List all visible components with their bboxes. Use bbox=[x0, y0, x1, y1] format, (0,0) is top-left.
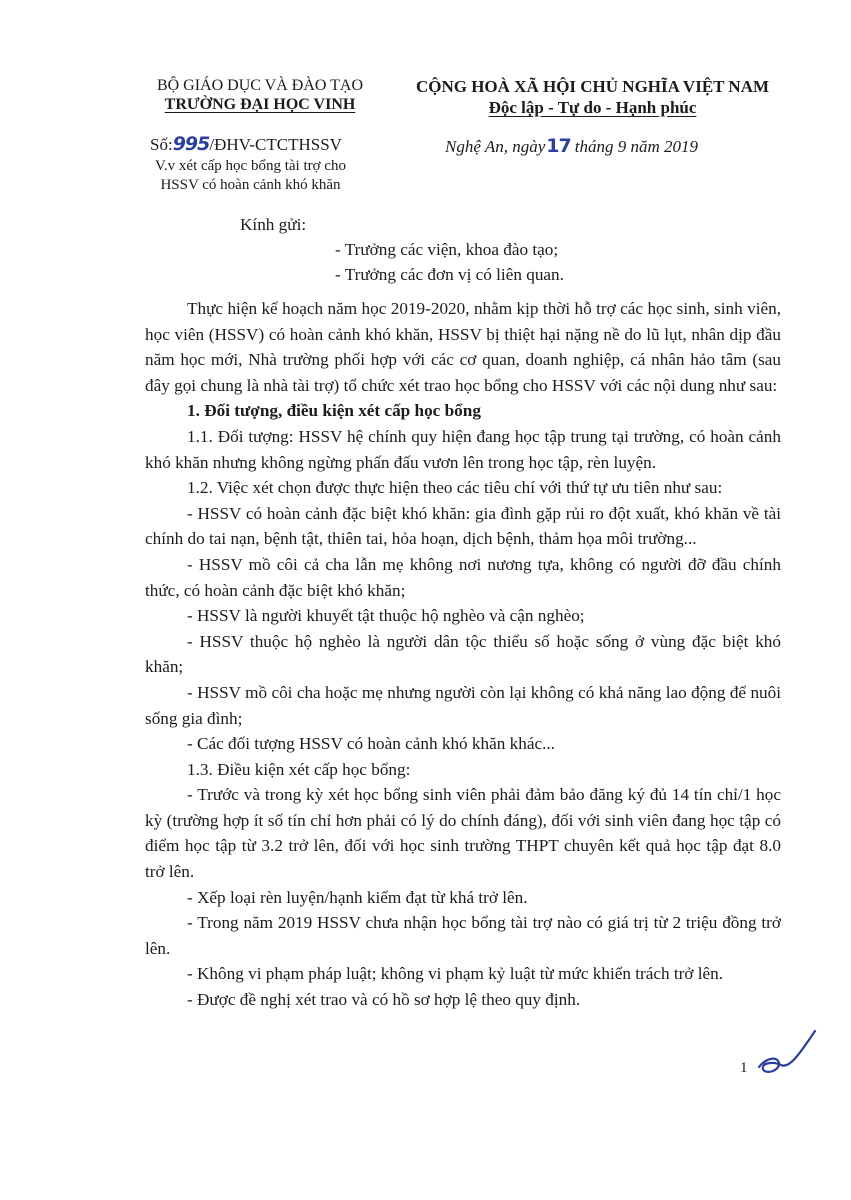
condition-3: - Trong năm 2019 HSSV chưa nhận học bổng tài trợ nào có giá trị từ 2 triệu đồng trở lên. bbox=[145, 913, 781, 958]
greeting: Kính gửi: bbox=[240, 215, 307, 234]
criterion-1: - HSSV có hoàn cảnh đặc biệt khó khăn: gia đình gặp rủi ro đột xuất, khó khăn về tài chính do tai nạn, bệnh tật, thiên tai, hỏa hoạn, dịch bệnh, thảm họa môi trường... bbox=[145, 503, 781, 549]
criterion-4: - HSSV thuộc hộ nghèo là người dân tộc thiểu số hoặc sống ở vùng đặc biệt khó khăn; bbox=[145, 631, 781, 677]
country-name: CỘNG HOÀ XÃ HỘI CHỦ NGHĨA VIỆT NAM bbox=[415, 77, 770, 96]
doc-no-prefix: Số: bbox=[150, 135, 173, 154]
issuer-block bbox=[120, 76, 400, 114]
recipient-2: - Trưởng các đơn vị có liên quan. bbox=[335, 265, 564, 284]
page-number: 1 bbox=[740, 1060, 748, 1076]
criterion-3: - HSSV là người khuyết tật thuộc hộ nghèo và cận nghèo; bbox=[187, 606, 585, 626]
date-day-handwritten: 17 bbox=[546, 135, 571, 157]
university-name-text: TRƯỜNG ĐẠI HỌC VINH bbox=[164, 96, 356, 113]
motto bbox=[395, 97, 790, 118]
criterion-5: - HSSV mồ côi cha hoặc mẹ nhưng người còn lại không có khả năng lao động để nuôi sống gia đình; bbox=[145, 682, 781, 728]
university-name bbox=[120, 95, 400, 114]
handwritten-initial bbox=[755, 1025, 825, 1085]
condition-5: - Được đề nghị xét trao và có hồ sơ hợp lệ theo quy định. bbox=[187, 990, 581, 1010]
section-1-heading: 1. Đối tượng, điều kiện xét cấp học bổng bbox=[187, 401, 481, 421]
subject-block bbox=[138, 157, 363, 195]
condition-4: - Không vi phạm pháp luật; không vi phạm kỷ luật từ mức khiển trách trở lên. bbox=[187, 964, 724, 984]
document-body bbox=[145, 296, 781, 1013]
national-header bbox=[395, 76, 790, 118]
doc-no-handwritten: 995 bbox=[172, 133, 210, 155]
item-1-2: 1.2. Việc xét chọn được thực hiện theo các tiêu chí với thứ tự ưu tiên như sau: bbox=[187, 478, 723, 498]
ministry-name: BỘ GIÁO DỤC VÀ ĐÀO TẠO bbox=[156, 77, 364, 94]
criterion-6: - Các đối tượng HSSV có hoàn cảnh khó khăn khác... bbox=[187, 734, 555, 754]
condition-2: - Xếp loại rèn luyện/hạnh kiểm đạt từ khá trở lên. bbox=[187, 887, 528, 907]
item-1-1: 1.1. Đối tượng: HSSV hệ chính quy hiện đang học tập trung tại trường, có hoàn cảnh khó khăn nhưng không ngừng phấn đấu vươn lên trong học tập, rèn luyện. bbox=[145, 426, 781, 472]
motto-text: Độc lập - Tự do - Hạnh phúc bbox=[488, 98, 697, 117]
subject-line-2: HSSV có hoàn cảnh khó khăn bbox=[160, 177, 341, 193]
doc-no-suffix: /ĐHV-CTCTHSSV bbox=[209, 135, 342, 154]
criterion-2: - HSSV mồ côi cả cha lẫn mẹ không nơi nương tựa, không có người đỡ đầu chính thức, có hoàn cảnh đặc biệt khó khăn; bbox=[145, 554, 781, 600]
date-line bbox=[445, 135, 698, 157]
intro-paragraph: Thực hiện kế hoạch năm học 2019-2020, nhằm kịp thời hỗ trợ các học sinh, sinh viên, học viên (HSSV) có hoàn cảnh khó khăn, HSSV bị thiệt hại nặng nề do lũ lụt, nhân dịp đầu năm học mới, Nhà trường phối hợp với các cơ quan, doanh nghiệp, cá nhân hảo tâm (sau đây gọi chung là nhà tài trợ) tổ chức xét trao học bổng cho HSSV với các nội dung như sau: bbox=[145, 299, 781, 395]
condition-1: - Trước và trong kỳ xét học bổng sinh viên phải đảm bảo đăng ký đủ 14 tín chỉ/1 học kỳ (trường hợp ít số tín chỉ hơn phải có lý do chính đáng), đối với sinh viên đang học tập có điểm học tập từ 3.2 trở lên, đối với học sinh trường THPT chuyên kết quả học tập đạt 8.0 trở lên. bbox=[145, 785, 781, 882]
date-suffix: tháng 9 năm 2019 bbox=[574, 137, 698, 156]
subject-line-1: V.v xét cấp học bổng tài trợ cho bbox=[155, 158, 346, 174]
document-number bbox=[150, 133, 342, 155]
item-1-3: 1.3. Điều kiện xét cấp học bổng: bbox=[187, 759, 411, 779]
recipient-1: - Trưởng các viện, khoa đào tạo; bbox=[335, 240, 559, 259]
date-prefix: Nghệ An, ngày bbox=[445, 137, 546, 156]
